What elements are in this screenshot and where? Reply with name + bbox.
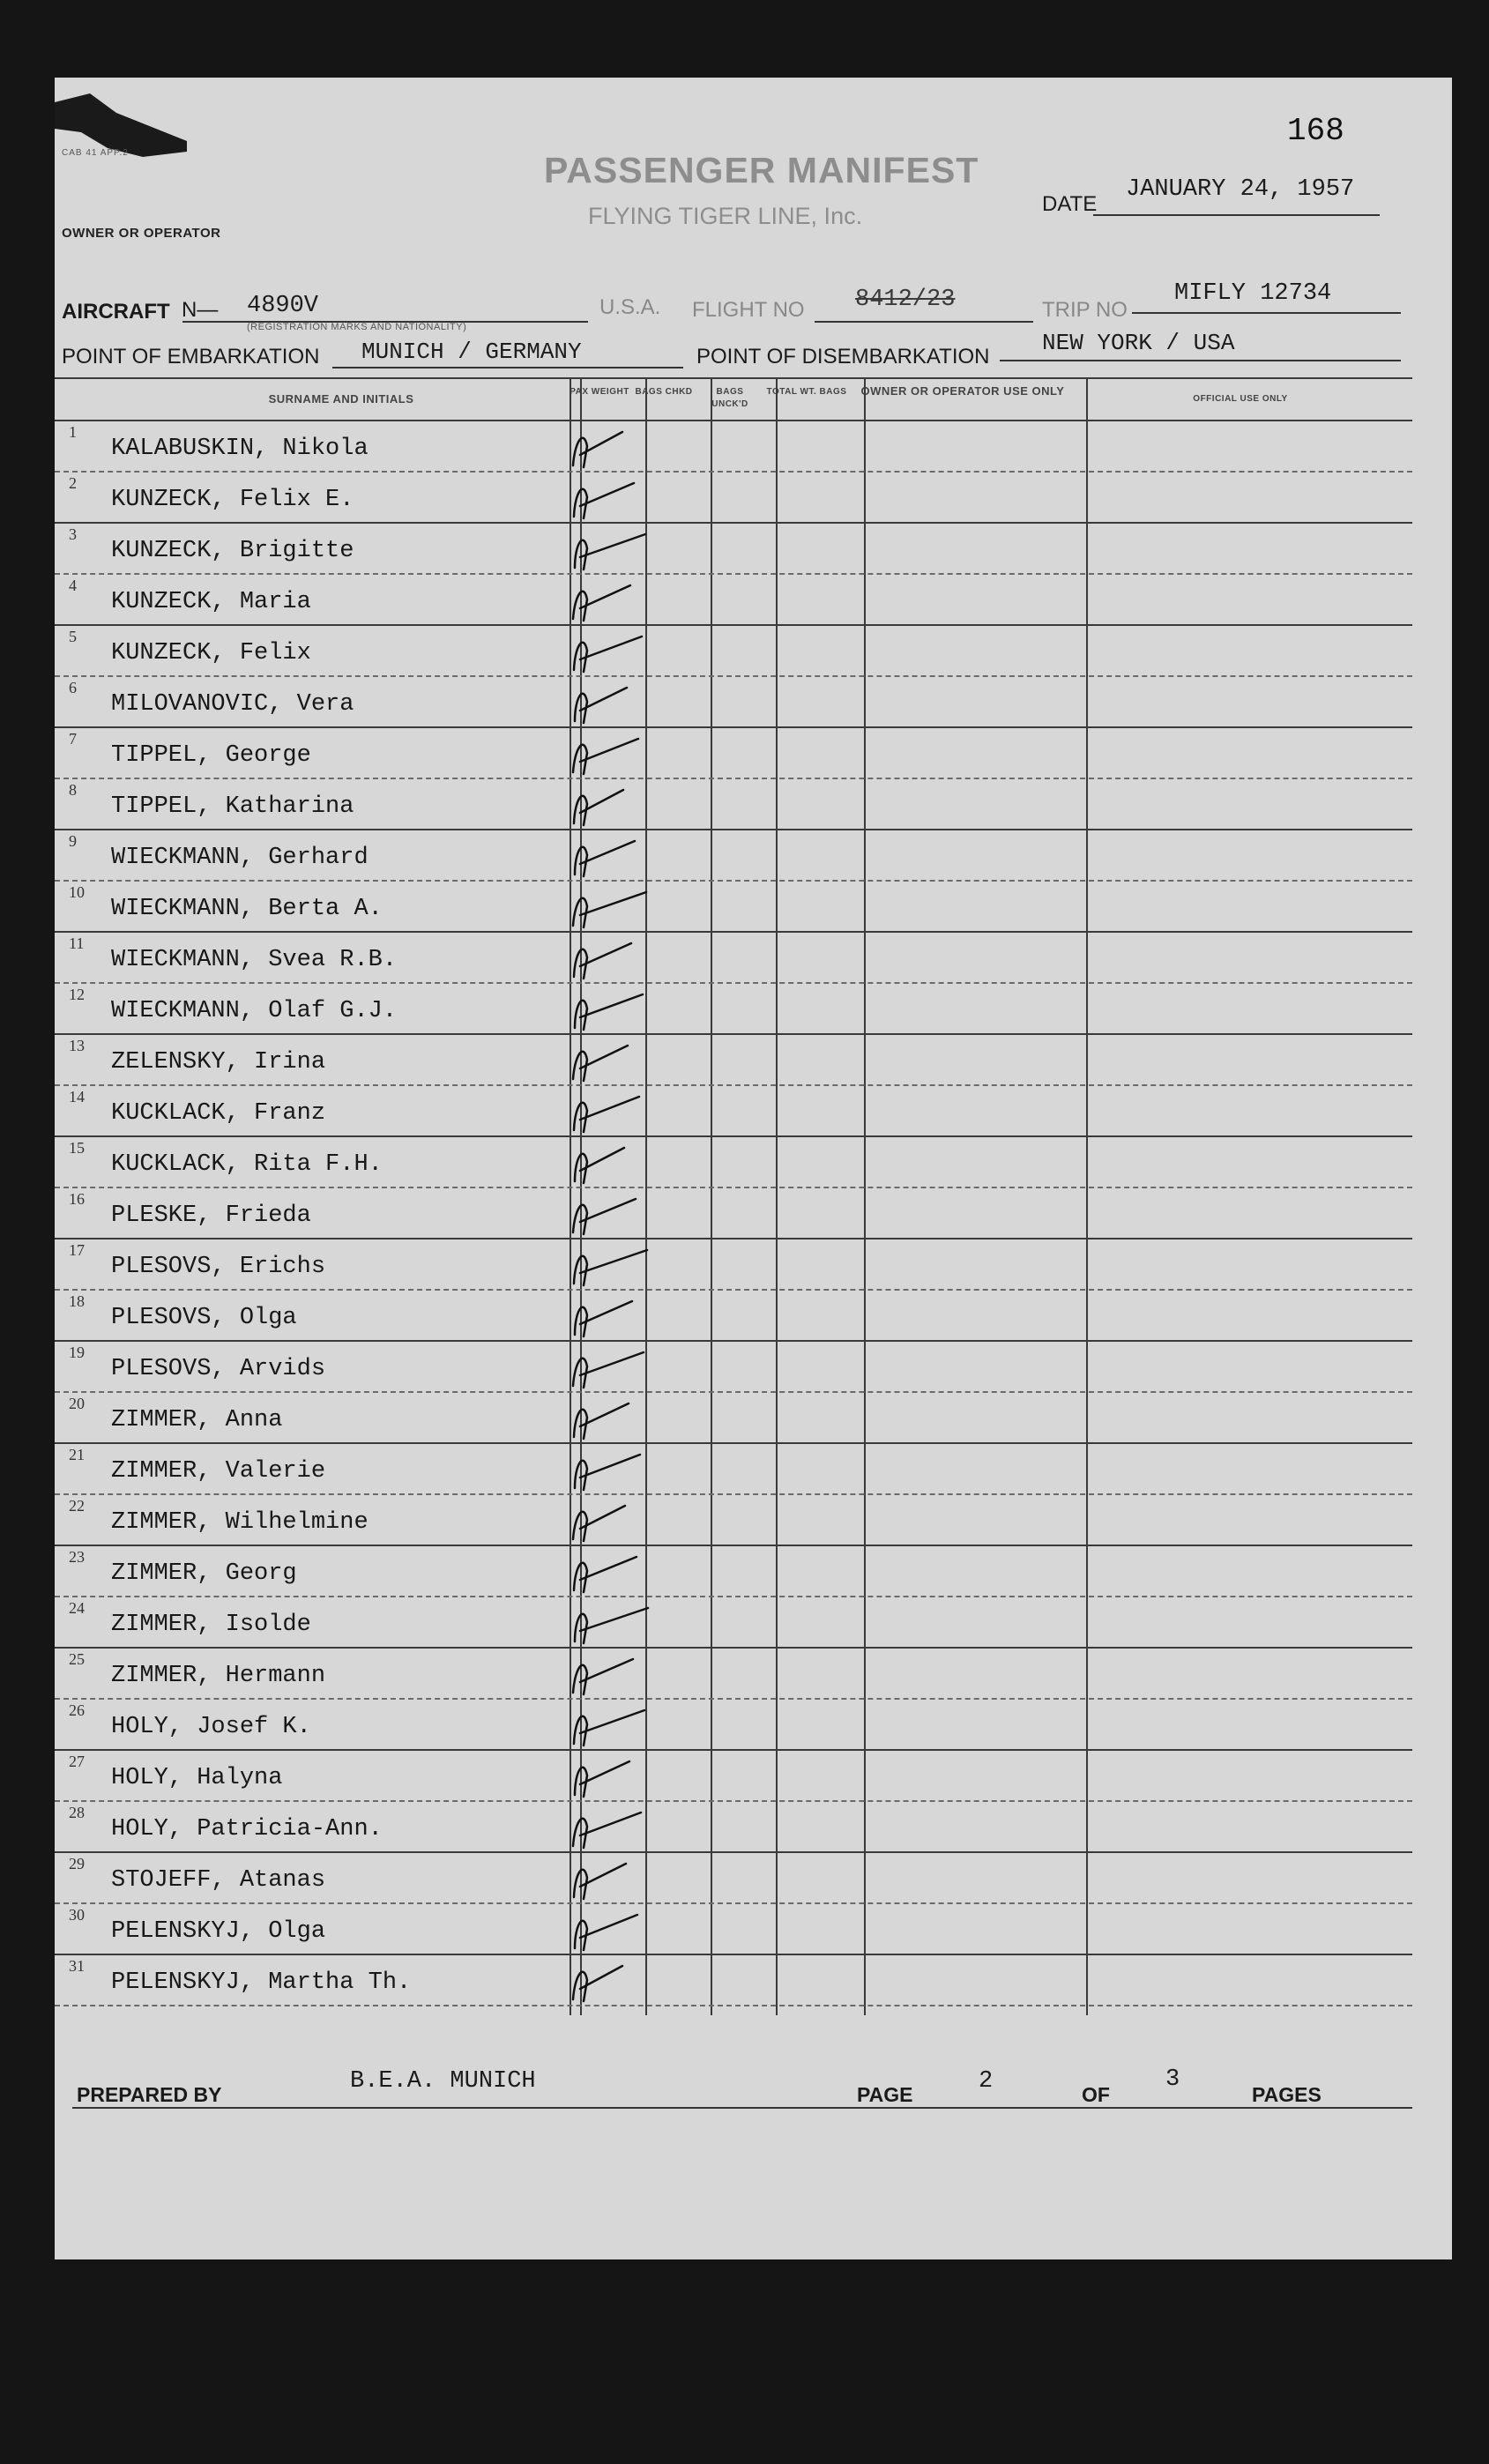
- check-mark: [575, 1915, 637, 1950]
- passenger-name: WIECKMANN, Berta A.: [111, 896, 383, 922]
- flight-value: 8412/23: [855, 287, 956, 313]
- aircraft-value: 4890V: [247, 293, 319, 319]
- passenger-name: HOLY, Halyna: [111, 1765, 283, 1791]
- check-mark: [574, 1557, 637, 1592]
- col-header-owner-use: OWNER OR OPERATOR USE ONLY: [860, 384, 1065, 398]
- row-number: 19: [69, 1344, 85, 1361]
- embarkation-value: MUNICH / GERMANY: [361, 339, 582, 365]
- passenger-name: KALABUSKIN, Nikola: [111, 435, 369, 462]
- col-header-official-use: OFFICIAL USE ONLY: [1193, 394, 1288, 404]
- check-mark: [574, 1710, 644, 1746]
- check-mark: [574, 1097, 639, 1132]
- row-number: 15: [69, 1139, 85, 1157]
- passenger-table: [55, 377, 1412, 2012]
- flight-label: FLIGHT NO: [692, 298, 805, 322]
- col-header-total-wt: TOTAL WT. BAGS: [766, 387, 847, 397]
- check-mark: [573, 1659, 633, 1694]
- col-divider: [1086, 377, 1088, 2015]
- passenger-name: ZIMMER, Anna: [111, 1407, 283, 1433]
- passenger-name: MILOVANOVIC, Vera: [111, 691, 354, 718]
- disembarkation-label: POINT OF DISEMBARKATION: [696, 345, 990, 368]
- check-mark: [574, 1250, 647, 1285]
- check-mark: [573, 1046, 628, 1081]
- page-value: 2: [979, 2068, 994, 2095]
- check-mark: [574, 1864, 626, 1899]
- passenger-name: WIECKMANN, Olaf G.J.: [111, 998, 398, 1024]
- trip-value: MIFLY 12734: [1174, 280, 1332, 307]
- owner-operator-label: OWNER OR OPERATOR: [62, 226, 221, 241]
- footer-rule: [72, 2107, 1412, 2109]
- row-number: 13: [69, 1037, 85, 1054]
- check-mark: [573, 739, 638, 774]
- manifest-title: PASSENGER MANIFEST: [544, 150, 979, 190]
- page-number-stamp: 168: [1287, 113, 1344, 149]
- trip-underline: [1132, 312, 1401, 314]
- manifest-sheet: [55, 78, 1452, 2259]
- passenger-name: KUNZECK, Felix E.: [111, 487, 354, 513]
- passenger-name: TIPPEL, George: [111, 742, 311, 769]
- check-mark: [575, 688, 627, 723]
- check-mark: [574, 483, 634, 518]
- row-number: 22: [69, 1497, 85, 1515]
- check-mark: [575, 1455, 640, 1490]
- passenger-name: TIPPEL, Katharina: [111, 793, 354, 820]
- row-number: 5: [69, 628, 77, 645]
- form-code: CAB 41 APP.2: [62, 148, 129, 158]
- row-number: 11: [69, 934, 85, 952]
- row-number: 14: [69, 1088, 85, 1105]
- passenger-name: WIECKMANN, Gerhard: [111, 845, 369, 871]
- row-number: 10: [69, 883, 85, 901]
- row-number: 4: [69, 577, 77, 594]
- passenger-name: PLESKE, Frieda: [111, 1202, 311, 1229]
- passenger-name: HOLY, Josef K.: [111, 1714, 311, 1740]
- passenger-name: KUNZECK, Brigitte: [111, 538, 354, 564]
- company-name: FLYING TIGER LINE, Inc.: [588, 203, 863, 229]
- check-mark: [573, 1966, 622, 2001]
- row-number: 9: [69, 832, 77, 850]
- check-mark: [573, 1352, 644, 1388]
- date-underline: [1093, 214, 1380, 216]
- trip-label: TRIP NO: [1042, 298, 1128, 322]
- passenger-name: PELENSKYJ, Olga: [111, 1918, 326, 1945]
- passenger-name: WIECKMANN, Svea R.B.: [111, 947, 398, 973]
- row-number: 25: [69, 1650, 85, 1668]
- check-mark: [574, 943, 631, 979]
- embarkation-underline: [332, 367, 683, 368]
- row-number: 8: [69, 781, 77, 799]
- passenger-name: KUCKLACK, Franz: [111, 1100, 326, 1127]
- check-mark: [575, 994, 643, 1030]
- row-number: 24: [69, 1599, 85, 1617]
- check-mark: [573, 432, 622, 467]
- pages-label: PAGES: [1252, 2083, 1321, 2106]
- row-number: 28: [69, 1804, 85, 1821]
- row-number: 23: [69, 1548, 85, 1566]
- passenger-name: PLESOVS, Olga: [111, 1305, 297, 1331]
- check-mark: [575, 841, 635, 876]
- col-header-name: SURNAME AND INITIALS: [268, 392, 414, 406]
- check-mark: [575, 534, 645, 569]
- col-header-bags-chkd: BAGS CHKD: [635, 387, 693, 397]
- row-number: 31: [69, 1957, 85, 1975]
- row-number: 17: [69, 1241, 85, 1259]
- col-header-bags-unckd: BAGS UNCK'D: [711, 387, 748, 409]
- flight-underline: [815, 321, 1033, 323]
- check-mark: [574, 636, 642, 672]
- disembarkation-value: NEW YORK / USA: [1042, 330, 1235, 356]
- row-number: 16: [69, 1190, 85, 1208]
- aircraft-prefix: N—: [182, 298, 219, 322]
- country-label: U.S.A.: [599, 295, 661, 319]
- col-header-pax-weight: PAX WEIGHT: [570, 387, 629, 397]
- row-number: 7: [69, 730, 77, 748]
- passenger-name: ZIMMER, Georg: [111, 1560, 297, 1587]
- row-number: 18: [69, 1292, 85, 1310]
- check-mark: [575, 1761, 629, 1797]
- check-mark: [574, 1403, 629, 1439]
- check-mark: [573, 1813, 641, 1848]
- row-number: 2: [69, 474, 77, 492]
- aircraft-label: AIRCRAFT: [62, 300, 170, 324]
- row-number: 21: [69, 1446, 85, 1463]
- of-value: 3: [1165, 2066, 1180, 2093]
- disembarkation-underline: [1000, 360, 1401, 361]
- handwritten-checkmarks: [55, 377, 778, 2017]
- passenger-name: ZIMMER, Wilhelmine: [111, 1509, 369, 1536]
- of-label: OF: [1082, 2083, 1110, 2106]
- row-number: 20: [69, 1395, 85, 1412]
- row-number: 6: [69, 679, 77, 696]
- passenger-name: HOLY, Patricia-Ann.: [111, 1816, 383, 1842]
- check-mark: [575, 1608, 648, 1643]
- col-divider: [864, 377, 866, 2015]
- passenger-name: ZIMMER, Hermann: [111, 1663, 326, 1689]
- registration-note: (REGISTRATION MARKS AND NATIONALITY): [247, 322, 467, 332]
- passenger-name: PLESOVS, Erichs: [111, 1254, 326, 1280]
- date-value: JANUARY 24, 1957: [1126, 176, 1355, 203]
- passenger-name: ZIMMER, Valerie: [111, 1458, 326, 1485]
- date-label: DATE: [1042, 192, 1098, 216]
- passenger-name: ZIMMER, Isolde: [111, 1612, 311, 1638]
- row-number: 26: [69, 1701, 85, 1719]
- passenger-name: KUNZECK, Maria: [111, 589, 311, 615]
- check-mark: [573, 892, 646, 927]
- passenger-name: PELENSKYJ, Martha Th.: [111, 1969, 412, 1996]
- check-mark: [575, 1301, 632, 1336]
- check-mark: [575, 1148, 624, 1183]
- row-number: 29: [69, 1855, 85, 1872]
- passenger-name: PLESOVS, Arvids: [111, 1356, 326, 1382]
- passenger-name: KUCKLACK, Rita F.H.: [111, 1151, 383, 1178]
- row-number: 27: [69, 1753, 85, 1770]
- passenger-name: ZELENSKY, Irina: [111, 1049, 326, 1076]
- check-mark: [573, 1506, 625, 1541]
- prepared-by-value: B.E.A. MUNICH: [350, 2068, 536, 2095]
- page-label: PAGE: [857, 2083, 913, 2106]
- passenger-name: KUNZECK, Felix: [111, 640, 311, 666]
- row-number: 30: [69, 1906, 85, 1924]
- check-mark: [573, 585, 630, 621]
- row-number: 3: [69, 525, 77, 543]
- row-number: 1: [69, 423, 77, 441]
- embarkation-label: POINT OF EMBARKATION: [62, 345, 320, 368]
- prepared-by-label: PREPARED BY: [77, 2083, 222, 2106]
- passenger-name: STOJEFF, Atanas: [111, 1867, 326, 1894]
- check-mark: [574, 790, 623, 825]
- check-mark: [573, 1199, 636, 1234]
- row-number: 12: [69, 986, 85, 1003]
